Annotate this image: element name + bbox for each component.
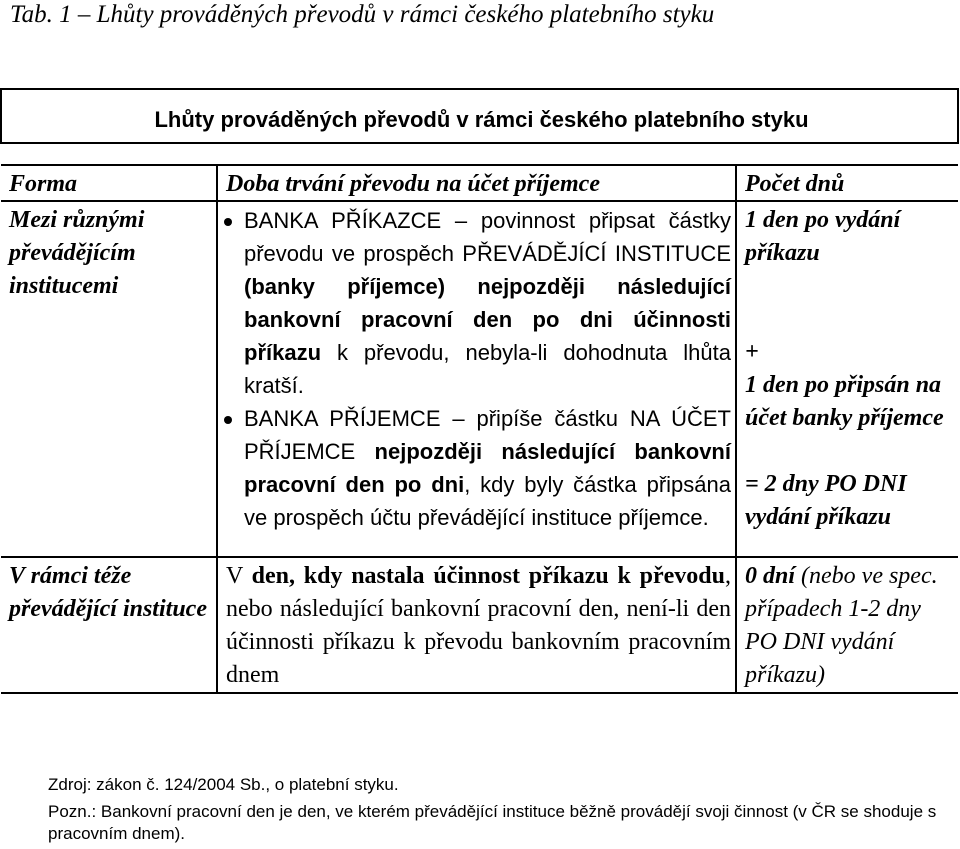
text: , nebo následující bankovní pracovní den, není-li den účinnosti příkazu k převodu bankovním pracovním dnem bbox=[226, 563, 731, 688]
text: BANKA PŘÍJEMCE – připíše částku NA ÚČET PŘÍJEMCE bbox=[244, 406, 731, 464]
text: (nebo ve spec. případech 1-2 dny PO DNI vydání příkazu) bbox=[745, 563, 938, 688]
bold-text: (banky příjemce) nejpozději následující bankovní pracovní den po dni účinnosti příkazu bbox=[244, 274, 731, 365]
table-row bbox=[1, 201, 958, 557]
spacer bbox=[745, 303, 954, 336]
table-row bbox=[1, 557, 958, 693]
plus-sign: + bbox=[745, 339, 759, 365]
pocet-line: 1 den po vydání příkazu bbox=[745, 207, 901, 266]
footnote: Pozn.: Bankovní pracovní den je den, ve kterém převádějící instituce běžně provádějí svoji činnost (v ČR se shoduje s pracovním dnem). bbox=[48, 802, 937, 843]
bullet-icon bbox=[224, 218, 232, 226]
row2-doba bbox=[217, 557, 736, 693]
bold-text: 0 dní bbox=[745, 563, 796, 589]
row1-forma: Mezi různými převádějícím institucemi bbox=[1, 201, 217, 557]
transfer-deadlines-table bbox=[0, 88, 959, 694]
text: k převodu, nebyla-li dohodnuta lhůta kratší. bbox=[244, 340, 731, 398]
list-item bbox=[244, 204, 731, 402]
table-caption: Tab. 1 – Lhůty prováděných převodů v rámci českého platebního styku bbox=[10, 1, 715, 28]
spacer bbox=[1, 143, 958, 165]
row2-pocet bbox=[736, 557, 958, 693]
row1-doba bbox=[217, 201, 736, 557]
text: , kdy byly částka připsána ve prospěch účtu převádějící instituce příjemce. bbox=[244, 472, 731, 530]
row2-forma: V rámci téže převádějící instituce bbox=[1, 557, 217, 693]
table-title: Lhůty prováděných převodů v rámci českého platebního styku bbox=[1, 89, 958, 143]
bullet-icon bbox=[224, 416, 232, 424]
text: V bbox=[226, 563, 252, 589]
pocet-line: = 2 dny PO DNI vydání příkazu bbox=[745, 471, 907, 530]
spacer bbox=[745, 435, 954, 468]
text: BANKA PŘÍKAZCE – povinnost připsat částky převodu ve prospěch PŘEVÁDĚJÍCÍ INSTITUCE bbox=[244, 208, 731, 266]
source-note: Zdroj: zákon č. 124/2004 Sb., o platební styku. bbox=[48, 775, 399, 794]
header-doba: Doba trvání převodu na účet příjemce bbox=[217, 165, 736, 201]
header-forma: Forma bbox=[1, 165, 217, 201]
row1-pocet bbox=[736, 201, 958, 557]
bold-text: den, kdy nastala účinnost příkazu k převodu bbox=[251, 563, 725, 589]
list-item bbox=[244, 402, 731, 534]
bold-text: nejpozději následující bankovní pracovní den po dni bbox=[244, 439, 731, 497]
header-row bbox=[1, 165, 958, 201]
spacer bbox=[745, 270, 954, 303]
pocet-line: 1 den po připsán na účet banky příjemce bbox=[745, 372, 944, 431]
header-pocet: Počet dnů bbox=[736, 165, 958, 201]
